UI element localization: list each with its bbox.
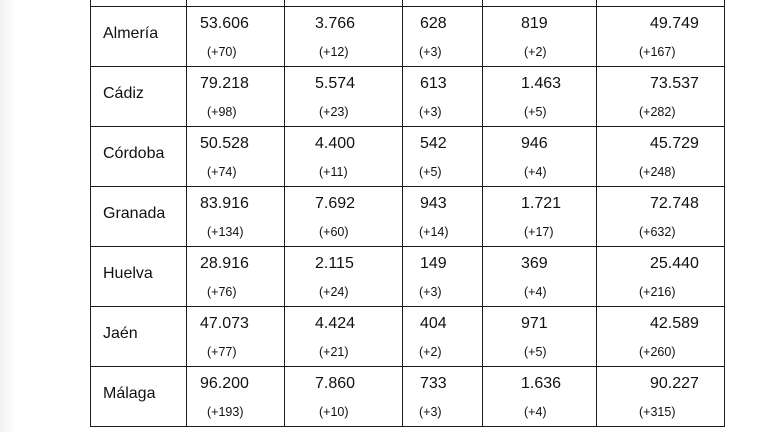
cell-delta: (+3) [419,105,442,119]
cell-content [187,247,284,305]
cell-delta: (+3) [419,45,442,59]
cell-content [597,187,724,245]
cell-value: 733 [420,375,447,392]
cell-content [597,7,724,65]
cell-delta: (+70) [207,45,237,59]
value-cell [483,187,597,247]
cell-delta: (+216) [639,285,676,299]
value-cell [403,187,483,247]
cell-delta: (+3) [419,285,442,299]
cell-delta: (+23) [319,105,349,119]
cell-content [597,307,724,365]
cell-delta: (+5) [419,165,442,179]
cell-value: 149 [420,255,447,272]
province-name: Málaga [103,385,156,402]
cell-value: 628 [420,15,447,32]
province-name: Córdoba [103,145,165,162]
cell-content [597,127,724,185]
cell-delta: (+10) [319,405,349,419]
cell-content [403,247,482,305]
cell-content [187,127,284,185]
cell-delta: (+98) [207,105,237,119]
cell-value: 72.748 [650,195,699,212]
cell-value: 25.440 [650,255,699,272]
cell-delta: (+315) [639,405,676,419]
cell-delta: (+76) [207,285,237,299]
value-cell [597,7,725,67]
province-cell [91,187,187,247]
cell-content [483,127,596,185]
value-cell [483,127,597,187]
cell-value: 79.218 [200,75,249,92]
cell-delta: (+12) [319,45,349,59]
cell-content [187,367,284,425]
value-cell [483,367,597,427]
value-cell [597,67,725,127]
value-cell [285,367,403,427]
cell-delta: (+282) [639,105,676,119]
value-cell [597,127,725,187]
province-cell [91,367,187,427]
value-cell [285,7,403,67]
value-cell [187,67,285,127]
cell-delta: (+74) [207,165,237,179]
value-cell [187,307,285,367]
page-shadow [0,0,16,432]
cell-delta: (+21) [319,345,349,359]
province-cell [91,7,187,67]
value-cell [597,307,725,367]
province-cell [91,127,187,187]
value-cell [483,67,597,127]
value-cell [187,367,285,427]
cell-content [187,187,284,245]
province-cell [91,247,187,307]
cell-content [483,367,596,425]
cell-value: 73.537 [650,75,699,92]
value-cell [187,187,285,247]
table-body [91,0,725,427]
value-cell [483,307,597,367]
cell-value: 49.749 [650,15,699,32]
value-cell [285,307,403,367]
cell-delta: (+17) [524,225,554,239]
cell-content [285,127,402,185]
cell-content [403,187,482,245]
value-cell [483,247,597,307]
table-row [91,247,725,307]
cell-value: 28.916 [200,255,249,272]
cell-value: 2.115 [315,255,354,272]
province-name: Granada [103,205,166,222]
cell-value: 45.729 [650,135,699,152]
cell-value: 5.574 [315,75,356,92]
value-cell [403,127,483,187]
cell-delta: (+5) [524,345,547,359]
cell-value: 1.463 [521,75,562,92]
cell-delta: (+60) [319,225,349,239]
cell-content [285,67,402,125]
cell-content [187,307,284,365]
value-cell [403,67,483,127]
cell-delta: (+3) [419,405,442,419]
cell-content [285,187,402,245]
value-cell [285,247,403,307]
province-name: Jaén [103,325,138,342]
table-row [91,67,725,127]
cell-delta: (+167) [639,45,676,59]
cell-content [483,67,596,125]
cell-value: 4.400 [315,135,356,152]
cell-content [403,367,482,425]
value-cell [187,127,285,187]
cell-value: 613 [420,75,447,92]
cell-delta: (+24) [319,285,349,299]
cell-delta: (+2) [524,45,547,59]
cell-content [483,7,596,65]
cell-content [403,127,482,185]
value-cell [285,127,403,187]
table-row [91,367,725,427]
value-cell [285,187,403,247]
cell-value: 3.766 [315,15,356,32]
cell-delta: (+77) [207,345,237,359]
province-name: Huelva [103,265,153,282]
cell-content [597,67,724,125]
value-cell [597,247,725,307]
cell-value: 4.424 [315,315,356,332]
cell-content [187,67,284,125]
cell-delta: (+5) [524,105,547,119]
cell-content [187,7,284,65]
cell-content [285,367,402,425]
cell-delta: (+193) [207,405,244,419]
cell-value: 53.606 [200,15,249,32]
province-data-table [90,0,725,427]
cell-content [285,7,402,65]
cell-content [483,247,596,305]
cell-content [597,367,724,425]
table-row [91,127,725,187]
table-row [91,7,725,67]
cell-delta: (+134) [207,225,244,239]
cell-content [483,307,596,365]
cell-content [403,67,482,125]
value-cell [403,367,483,427]
cell-delta: (+4) [524,285,547,299]
table-row [91,307,725,367]
cell-delta: (+260) [639,345,676,359]
cell-delta: (+4) [524,405,547,419]
province-cell [91,67,187,127]
province-name: Cádiz [103,85,144,102]
cell-delta: (+248) [639,165,676,179]
cell-value: 83.916 [200,195,249,212]
value-cell [403,307,483,367]
value-cell [187,247,285,307]
value-cell [597,187,725,247]
value-cell [285,67,403,127]
cell-content [403,307,482,365]
value-cell [187,7,285,67]
cell-content [285,307,402,365]
cell-value: 542 [420,135,447,152]
cell-value: 971 [521,315,548,332]
cell-delta: (+14) [419,225,449,239]
province-cell [91,307,187,367]
cell-value: 47.073 [200,315,249,332]
value-cell [597,367,725,427]
cell-content [285,247,402,305]
cell-content [403,7,482,65]
cell-value: 90.227 [650,375,699,392]
cell-value: 96.200 [200,375,249,392]
cell-value: 1.636 [521,375,562,392]
value-cell [403,7,483,67]
cell-value: 7.692 [315,195,356,212]
cell-value: 7.860 [315,375,356,392]
table-row [91,187,725,247]
province-name: Almería [103,25,159,42]
cell-value: 42.589 [650,315,699,332]
cell-value: 946 [521,135,548,152]
cell-value: 369 [521,255,548,272]
cell-delta: (+4) [524,165,547,179]
cell-content [597,247,724,305]
cell-value: 404 [420,315,447,332]
cell-delta: (+632) [639,225,676,239]
value-cell [483,7,597,67]
cell-value: 1.721 [521,195,562,212]
value-cell [403,247,483,307]
cell-value: 50.528 [200,135,249,152]
cell-delta: (+2) [419,345,442,359]
cell-value: 819 [521,15,548,32]
cell-delta: (+11) [319,165,348,179]
cell-content [483,187,596,245]
cell-value: 943 [420,195,447,212]
